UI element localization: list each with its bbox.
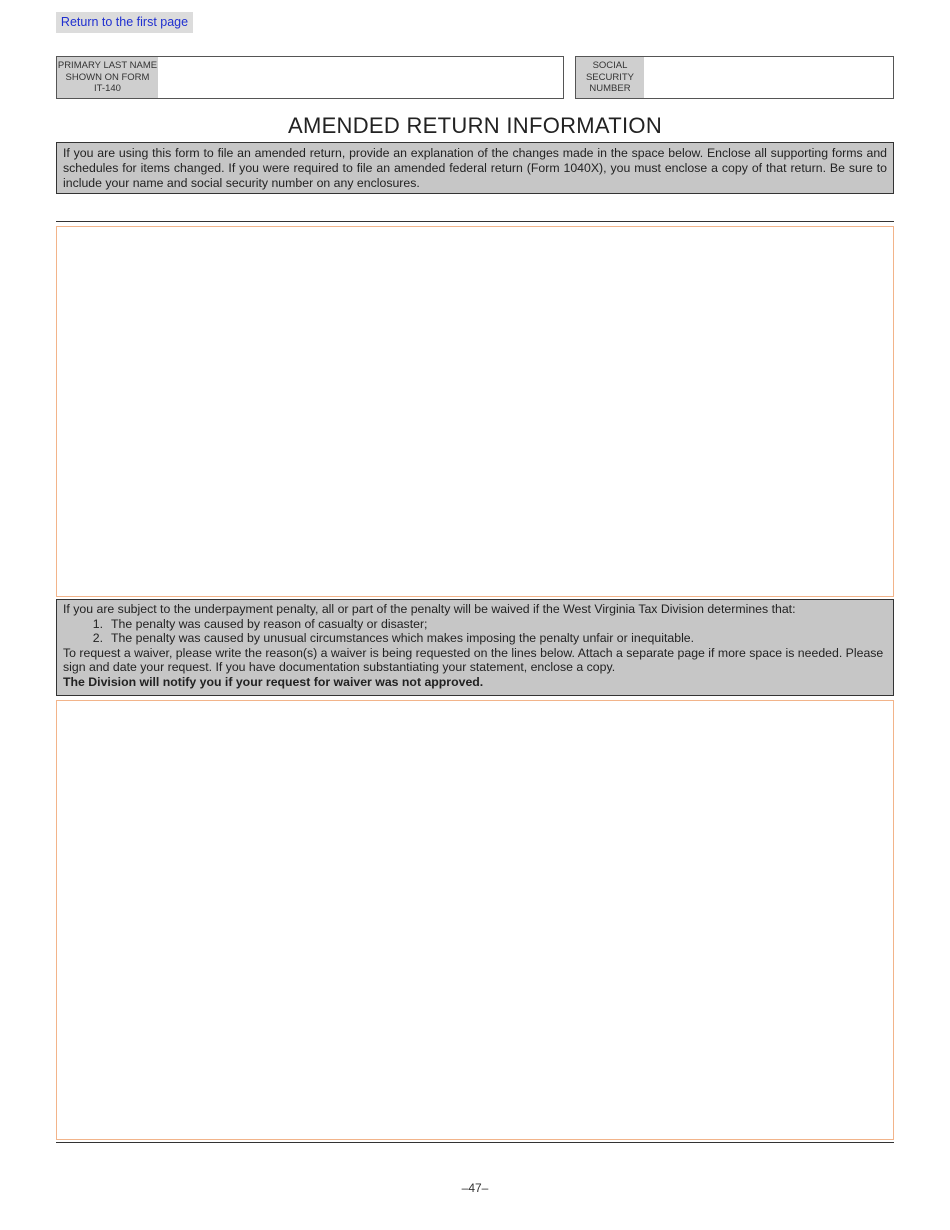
divider xyxy=(56,221,894,222)
waiver-intro-text: If you are subject to the underpayment penalty, all or part of the penalty will be waived if the West Virginia Tax Division determines that: xyxy=(63,602,796,616)
waiver-condition-number: 1. xyxy=(92,616,103,631)
waiver-condition-text: The penalty was caused by reason of casualty or disaster; xyxy=(111,616,428,631)
penalty-waiver-instructions xyxy=(56,599,894,696)
waiver-reason-input[interactable] xyxy=(56,700,894,1140)
return-to-first-page-link[interactable]: Return to the first page xyxy=(56,12,193,33)
waiver-request-text: To request a waiver, please write the reason(s) a waiver is being requested on the lines below. Attach a separate page if more space is needed. Please sign and date your request. If you have documentation substantiating your statement, enclose a copy. xyxy=(63,645,884,675)
social-security-number-field-group xyxy=(575,56,894,99)
waiver-condition-item xyxy=(63,631,887,646)
social-security-number-input[interactable] xyxy=(644,57,893,98)
primary-last-name-field-group xyxy=(56,56,564,99)
waiver-condition-item xyxy=(63,617,887,632)
amended-return-instructions: If you are using this form to file an amended return, provide an explanation of the changes made in the space below. Enclose all supporting forms and schedules for items changed. If you were required to file an amended federal return (Form 1040X), you must enclose a copy of that return. Be sure to include your name and social security number on any enclosures. xyxy=(56,142,894,194)
divider xyxy=(56,1142,894,1143)
waiver-condition-text: The penalty was caused by unusual circumstances which makes imposing the penalty unfair or inequitable. xyxy=(111,631,695,646)
page-number: –47– xyxy=(461,1181,489,1195)
social-security-number-label: SOCIAL SECURITY NUMBER xyxy=(576,57,644,98)
amended-return-explanation-input[interactable] xyxy=(56,226,894,597)
waiver-notice-text: The Division will notify you if your request for waiver was not approved. xyxy=(63,674,484,689)
waiver-condition-number: 2. xyxy=(92,631,103,646)
primary-last-name-label: PRIMARY LAST NAME SHOWN ON FORM IT-140 xyxy=(57,57,158,98)
primary-last-name-input[interactable] xyxy=(158,57,563,98)
page-title: AMENDED RETURN INFORMATION xyxy=(287,113,663,138)
